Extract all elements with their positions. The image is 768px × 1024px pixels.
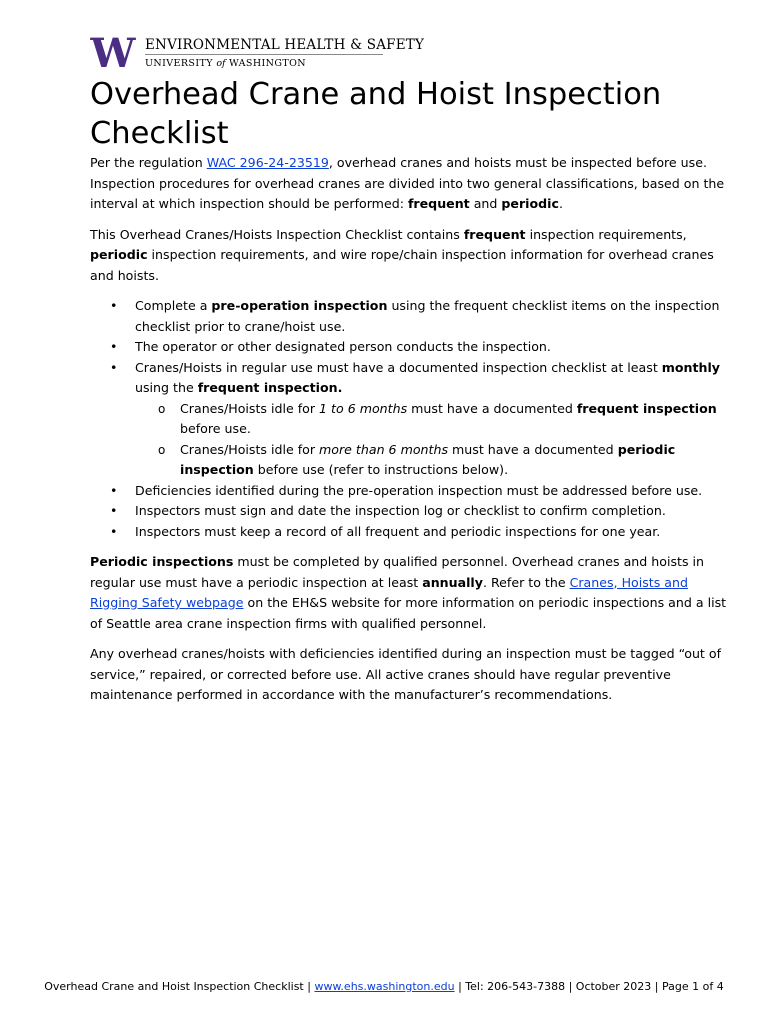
university-name: UNIVERSITY of WASHINGTON [145, 58, 307, 69]
page-footer: Overhead Crane and Hoist Inspection Checklist | www.ehs.washington.edu | Tel: 206-543-7388 | October 2023 | Page 1 of 4 [44, 980, 724, 993]
checklist-paragraph: This Overhead Cranes/Hoists Inspection Checklist contains frequent inspection requirements, periodic inspection requirements, and wire rope/chain inspection information for overhead cranes and hoists. [90, 226, 714, 283]
requirements-list [90, 296, 738, 542]
list-item: • The operator or other designated person conducts the inspection. [90, 337, 738, 358]
ehs-website-link[interactable]: www.ehs.washington.edu [314, 980, 455, 993]
uw-logo-icon [90, 36, 136, 70]
logo-letter: W [90, 36, 136, 70]
header-rule [145, 54, 383, 55]
cranes-hoists-rigging-link[interactable]: Cranes, Hoists and Rigging Safety webpage [90, 574, 688, 610]
list-item: • Cranes/Hoists in regular use must have a documented inspection checklist at least monthly using the frequent inspection. o Cranes/Hoists idle for 1 to 6 months must have a documented frequent inspection before use. o Cranes/Hoists idle for more than 6 months must have a documented periodic inspection before use (refer to instructions below). [90, 358, 738, 481]
list-item: • Deficiencies identified during the pre-operation inspection must be addressed before use. [90, 481, 738, 502]
list-item: o Cranes/Hoists idle for more than 6 months must have a documented periodic inspection before use (refer to instructions below). [135, 440, 738, 481]
idle-crane-sublist [135, 399, 738, 481]
document-body [90, 153, 738, 716]
page-header [90, 36, 425, 72]
periodic-paragraph: Periodic inspections must be completed by qualified personnel. Overhead cranes and hoists in regular use must have a periodic inspection at least annually. Refer to the Cranes, Hoists and Rigging Safety webpage on the EH&S website for more information on periodic inspections and a list of Seattle area crane inspection firms with qualified personnel. [90, 554, 727, 631]
list-item: • Inspectors must keep a record of all frequent and periodic inspections for one year. [90, 522, 738, 543]
deficiency-paragraph: Any overhead cranes/hoists with deficiencies identified during an inspection must be tagged “out of service,” repaired, or corrected before use. All active cranes should have regular preventive maintenance performed in accordance with the manufacturer’s recommendations. [90, 646, 722, 702]
list-item: o Cranes/Hoists idle for 1 to 6 months must have a documented frequent inspection before use. [135, 399, 738, 440]
page-title: Overhead Crane and Hoist Inspection Checklist [90, 77, 662, 151]
intro-paragraph: Per the regulation WAC 296-24-23519, overhead cranes and hoists must be inspected before use. Inspection procedures for overhead cranes are divided into two general classifications, based on the interval at which inspection should be performed: frequent and periodic. [90, 155, 725, 211]
list-item: • Inspectors must sign and date the inspection log or checklist to confirm completion. [90, 501, 738, 522]
list-item: • Complete a pre-operation inspection using the frequent checklist items on the inspection checklist prior to crane/hoist use. [90, 296, 738, 337]
wac-regulation-link[interactable]: WAC 296-24-23519 [206, 155, 329, 170]
org-name: ENVIRONMENTAL HEALTH & SAFETY [145, 37, 425, 53]
